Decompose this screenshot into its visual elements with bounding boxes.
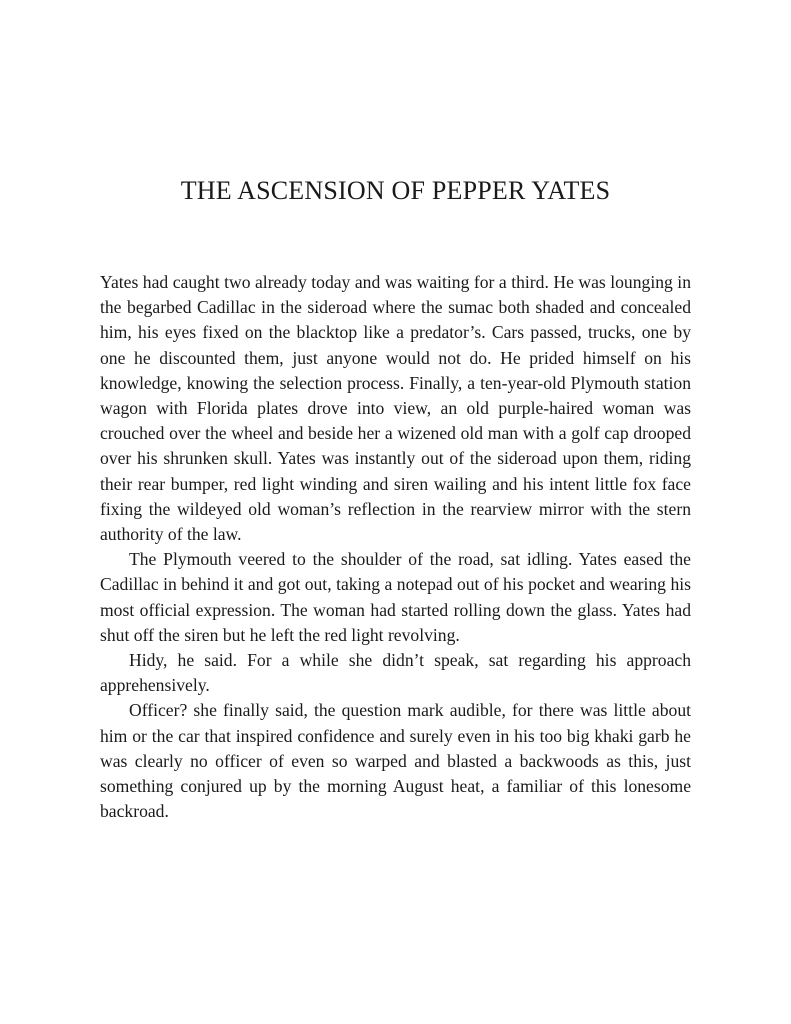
paragraph-4: Officer? she finally said, the question mark audible, for there was little about him or the car that inspired confidence and surely even in his too big khaki garb he was clearly no officer of even so warped and blasted a backwoods as this, just something conjured up by the morning August heat, a familiar of this lonesome backroad. [100,700,691,822]
paragraph-2: The Plymouth veered to the shoulder of the road, sat idling. Yates eased the Cadillac in behind it and got out, taking a notepad out of his pocket and wearing his most official expression. The woman had started rolling down the glass. Yates had shut off the siren but he left the red light revolving. [100,549,691,645]
chapter-title: THE ASCENSION OF PEPPER YATES [180,176,611,205]
chapter-body [100,270,691,824]
paragraph-3: Hidy, he said. For a while she didn’t speak, sat regarding his approach apprehensively. [100,650,691,696]
paragraph-1: Yates had caught two already today and was waiting for a third. He was lounging in the begarbed Cadillac in the sideroad where the sumac both shaded and concealed him, his eyes fixed on the blacktop like a predator’s. Cars passed, trucks, one by one he discounted them, just anyone would not do. He prided himself on his knowledge, knowing the selection process. Finally, a ten-year-old Plymouth station wagon with Florida plates drove into view, an old purple-haired woman was crouched over the wheel and beside her a wizened old man with a golf cap drooped over his shrunken skull. Yates was instantly out of the sideroad upon them, riding their rear bumper, red light winding and siren wailing and his intent little fox face fixing the wildeyed old woman’s reflection in the rearview mirror with the stern authority of the law. [100,272,691,545]
